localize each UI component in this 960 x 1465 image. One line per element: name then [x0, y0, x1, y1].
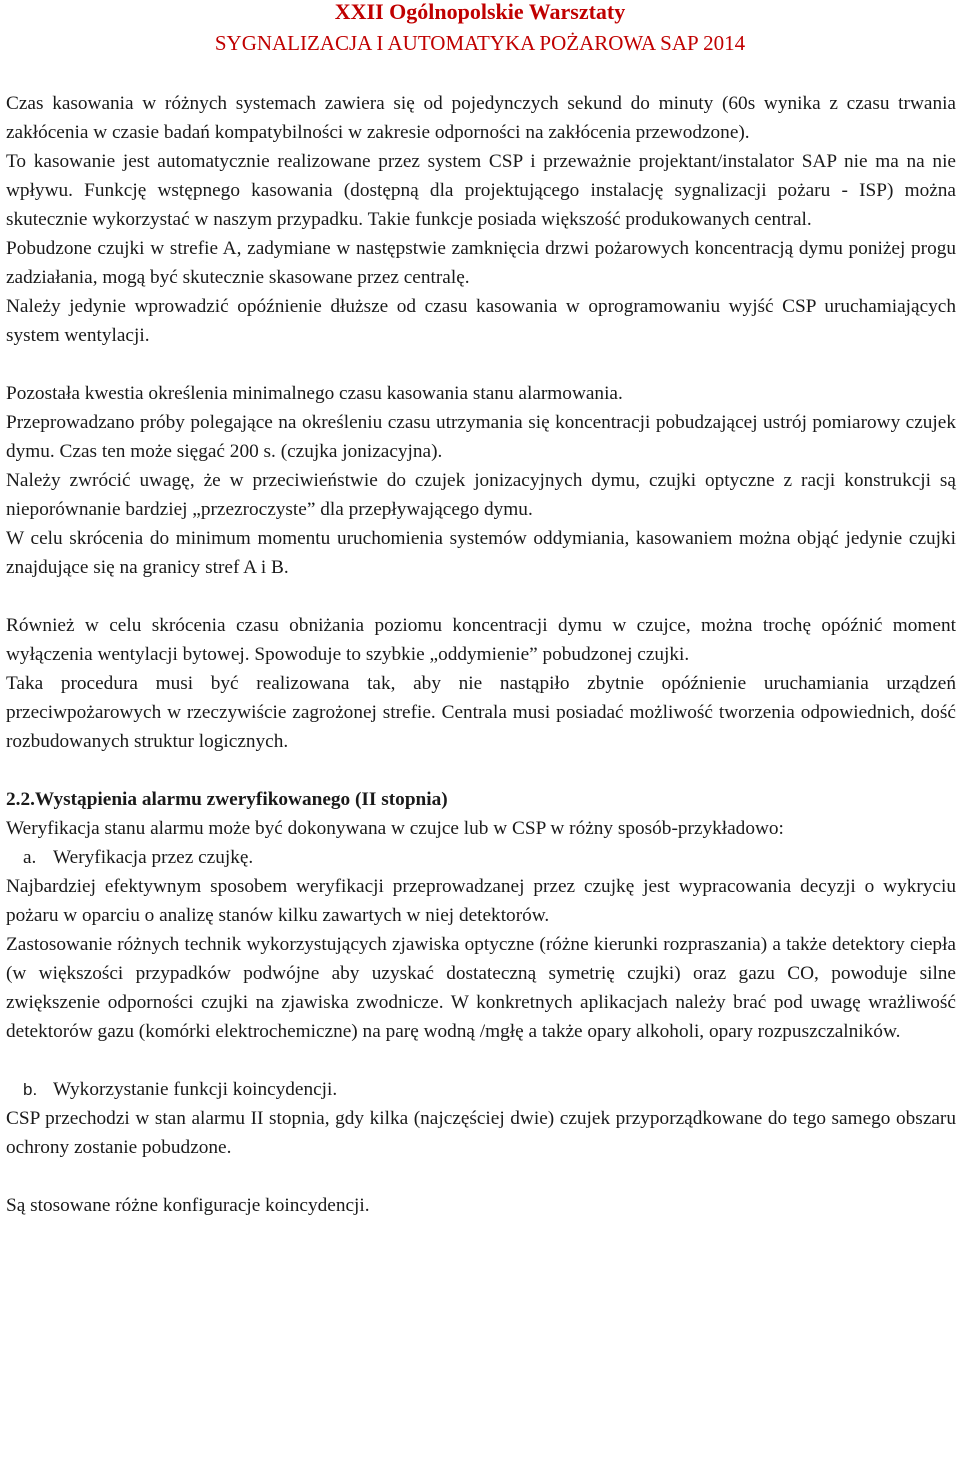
list-marker: a.: [23, 847, 37, 868]
spacer: [6, 1046, 956, 1075]
paragraph: Przeprowadzano próby polegające na określeniu czasu utrzymania się koncentracji pobudzającej ustrój pomiarowy czujek dymu. Czas ten może sięgać 200 s. (czujka jonizacyjna).: [6, 412, 956, 462]
paragraph: Również w celu skrócenia czasu obniżania poziomu koncentracji dymu w czujce, można trochę opóźnić moment wyłączenia wentylacji bytowej. Spowoduje to szybkie „oddymienie” pobudzonej czujki.: [6, 615, 956, 665]
list-item: [6, 843, 956, 872]
paragraph: Pozostała kwestia określenia minimalnego czasu kasowania stanu alarmowania.: [6, 383, 623, 404]
list-item-text: Wykorzystanie funkcji koincydencji.: [53, 1079, 338, 1100]
list-marker: b.: [23, 1080, 38, 1099]
paragraph: Czas kasowania w różnych systemach zawiera się od pojedynczych sekund do minuty (60s wynika z czasu trwania zakłócenia w czasie badań kompatybilności w zakresie odporności na zakłócenia przewodzone).: [6, 93, 956, 143]
paragraph: Zastosowanie różnych technik wykorzystujących zjawiska optyczne (różne kierunki rozpraszania) a także detektory ciepła (w większości przypadków podwójne aby uzyskać dostateczną symetrię czujki) oraz gazu CO, powoduje silne zwiększenie odporności czujki na zjawiska zwodnicze. W konkretnych aplikacjach należy brać pod uwagę wrażliwość detektorów gazu (komórki elektrochemiczne) na parę wodną /mgłę a także opary alkoholi, opary rozpuszczalników.: [6, 934, 956, 1042]
section-heading: 2.2.Wystąpienia alarmu zweryfikowanego (II stopnia): [6, 789, 448, 810]
paragraph: Należy zwrócić uwagę, że w przeciwieństwie do czujek jonizacyjnych dymu, czujki optyczne z racji konstrukcji są nieporównanie bardziej „przezroczyste” dla przepływającego dymu.: [6, 470, 956, 520]
paragraph: Pobudzone czujki w strefie A, zadymiane w następstwie zamknięcia drzwi pożarowych koncentracją dymu poniżej progu zadziałania, mogą być skutecznie skasowane przez centralę.: [6, 238, 956, 288]
paragraph: Taka procedura musi być realizowana tak, aby nie nastąpiło zbytnie opóźnienie uruchamiania urządzeń przeciwpożarowych w rzeczywiście zagrożonej strefie. Centrala musi posiadać możliwość tworzenia odpowiednich, dość rozbudowanych struktur logicznych.: [6, 673, 956, 752]
paragraph: Weryfikacja stanu alarmu może być dokonywana w czujce lub w CSP w różny sposób-przykładowo:: [6, 818, 784, 839]
list-item: [6, 1075, 956, 1104]
header-subtitle: SYGNALIZACJA I AUTOMATYKA POŻAROWA SAP 2014: [214, 31, 746, 55]
paragraph: CSP przechodzi w stan alarmu II stopnia, gdy kilka (najczęściej dwie) czujek przyporządkowane do tego samego obszaru ochrony zostanie pobudzone.: [6, 1108, 956, 1158]
paragraph: Są stosowane różne konfiguracje koincydencji.: [6, 1195, 370, 1216]
header-title: XXII Ogólnopolskie Warsztaty: [334, 0, 626, 24]
list-item-text: Weryfikacja przez czujkę.: [53, 847, 254, 868]
paragraph: Najbardziej efektywnym sposobem weryfikacji przeprowadzanej przez czujkę jest wypracowania decyzji o wykryciu pożaru w oparciu o analizę stanów kilku zawartych w niej detektorów.: [6, 876, 956, 926]
document-body: [6, 89, 956, 1220]
paragraph: W celu skrócenia do minimum momentu uruchomienia systemów oddymiania, kasowaniem można objąć jedynie czujki znajdujące się na granicy stref A i B.: [6, 528, 956, 578]
paragraph: To kasowanie jest automatycznie realizowane przez system CSP i przeważnie projektant/instalator SAP nie ma na nie wpływu. Funkcję wstępnego kasowania (dostępną dla projektującego instalację sygnalizacji pożaru - ISP) można skutecznie wykorzystać w naszym przypadku. Takie funkcje posiada większość produkowanych central.: [6, 151, 956, 230]
spacer: [6, 582, 956, 611]
spacer: [6, 756, 956, 785]
spacer: [6, 350, 956, 379]
paragraph: Należy jedynie wprowadzić opóźnienie dłuższe od czasu kasowania w oprogramowaniu wyjść CSP uruchamiających system wentylacji.: [6, 296, 956, 346]
spacer: [6, 1162, 956, 1191]
